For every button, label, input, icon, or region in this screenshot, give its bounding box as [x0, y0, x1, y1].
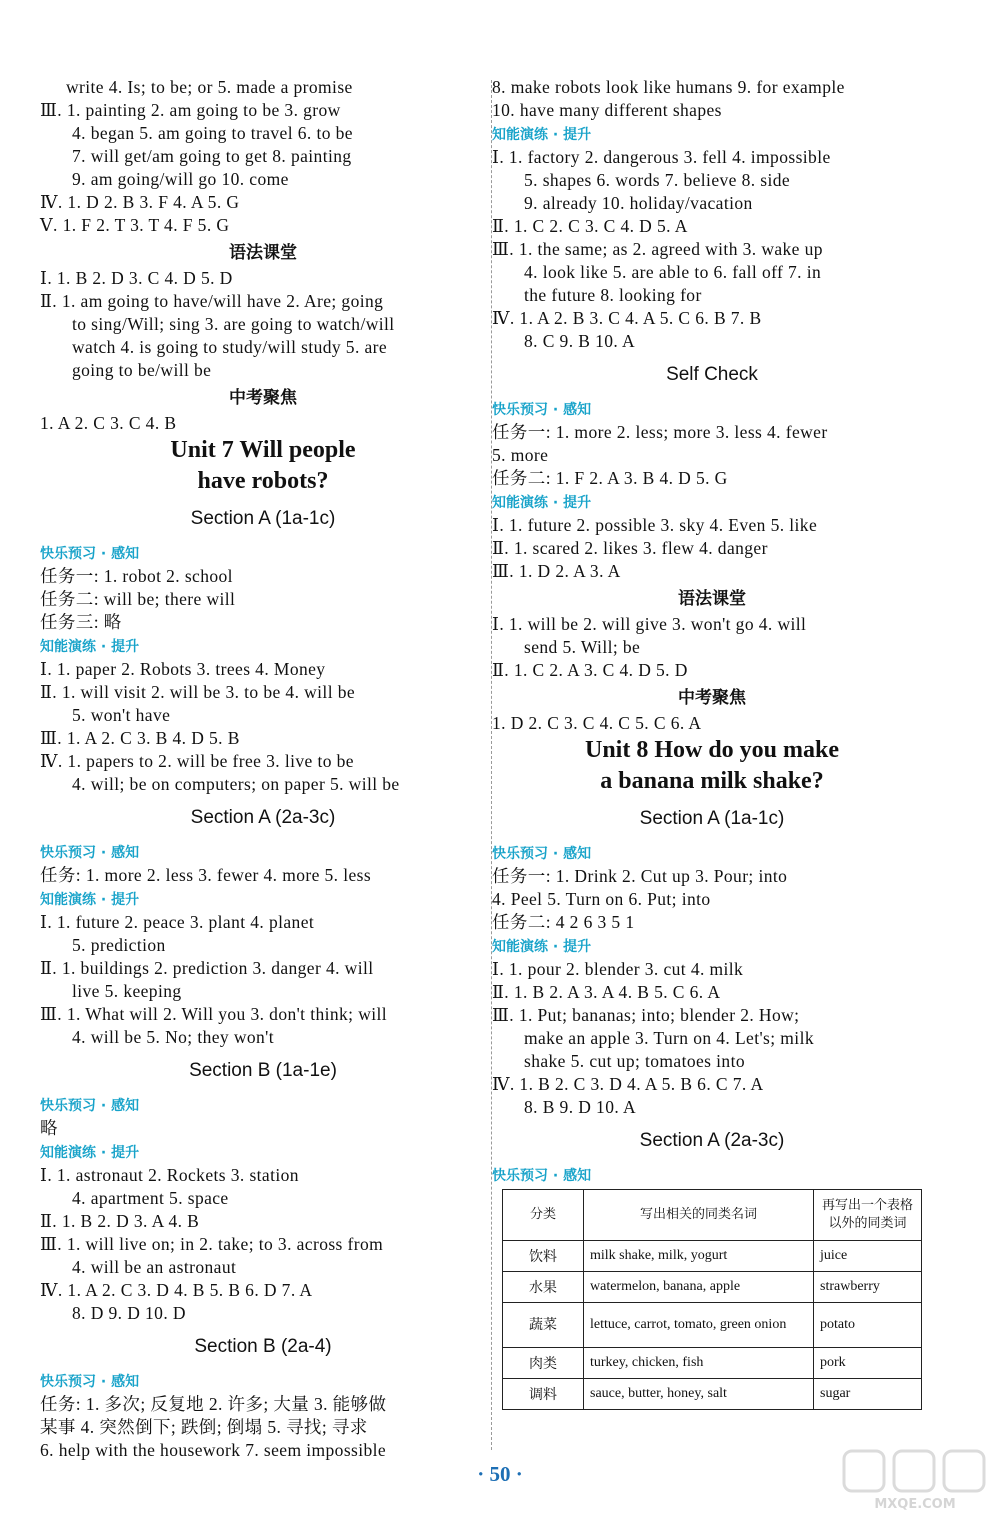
answer-line: Ⅱ. 1. am going to have/will have 2. Are; going — [40, 291, 384, 311]
table-header-cell: 写出相关的同类名词 — [584, 1190, 814, 1241]
answer-line: 5. shapes 6. words 7. believe 8. side — [524, 170, 791, 190]
answer-line: Ⅱ. 1. C 2. A 3. C 4. D 5. D — [492, 660, 688, 680]
preview-label: 快乐预习 · 感知 — [492, 1168, 592, 1184]
answer-line: 任务: 1. more 2. less 3. fewer 4. more 5. less — [40, 865, 372, 885]
answer-line: 1. D 2. C 3. C 4. C 5. C 6. A — [492, 713, 702, 733]
answer-line: 任务二: 4 2 6 3 5 1 — [492, 912, 635, 932]
answer-line: 4. Peel 5. Turn on 6. Put; into — [492, 889, 711, 909]
practice-label: 知能演练 · 提升 — [492, 495, 592, 511]
answer-line: 任务二: 1. F 2. A 3. B 4. D 5. G — [492, 468, 728, 488]
table-cell-extra: sugar — [814, 1379, 922, 1410]
answer-line: 略 — [40, 1118, 58, 1138]
left-column — [40, 76, 486, 1462]
section-heading: Section B (1a-1e) — [189, 1060, 337, 1081]
table-cell-nouns: turkey, chicken, fish — [584, 1348, 814, 1379]
answer-line: 4. will be an astronaut — [72, 1257, 237, 1277]
section-heading: Section A (1a-1c) — [190, 508, 336, 529]
answer-line: 4. began 5. am going to travel 6. to be — [72, 123, 353, 143]
answer-line: 1. A 2. C 3. C 4. B — [40, 413, 177, 433]
unit-7-title: Unit 7 Will people — [170, 437, 356, 463]
table-cell-nouns: lettuce, carrot, tomato, green onion — [584, 1303, 814, 1348]
preview-label: 快乐预习 · 感知 — [492, 402, 592, 418]
practice-label: 知能演练 · 提升 — [40, 639, 140, 655]
answer-line: 7. will get/am going to get 8. painting — [72, 146, 352, 166]
answer-line: Ⅱ. 1. scared 2. likes 3. flew 4. danger — [492, 538, 768, 558]
preview-label: 快乐预习 · 感知 — [40, 546, 140, 562]
answer-line: the future 8. looking for — [524, 285, 702, 305]
answer-line: write 4. Is; to be; or 5. made a promise — [66, 77, 353, 97]
watermark-icon — [840, 1447, 990, 1497]
table-header-cell: 再写出一个表格以外的同类词 — [814, 1190, 922, 1241]
preview-label: 快乐预习 · 感知 — [40, 1098, 140, 1114]
answer-line: 任务三: 略 — [40, 612, 122, 632]
answer-line: going to be/will be — [72, 360, 212, 380]
answer-line: Ⅲ. 1. What will 2. Will you 3. don't think; will — [40, 1004, 388, 1024]
practice-label: 知能演练 · 提升 — [492, 127, 592, 143]
answer-line: 任务: 1. 多次; 反复地 2. 许多; 大量 3. 能够做 — [40, 1394, 387, 1414]
answer-line: 5. more — [492, 445, 549, 465]
answer-line: Ⅲ. 1. D 2. A 3. A — [492, 561, 621, 581]
right-column — [492, 76, 932, 1410]
answer-line: Ⅱ. 1. B 2. D 3. A 4. B — [40, 1211, 200, 1231]
answer-line: 4. apartment 5. space — [72, 1188, 229, 1208]
table-cell-category: 饮料 — [503, 1241, 584, 1272]
answer-line: 任务一: 1. robot 2. school — [40, 566, 233, 586]
answer-line: Ⅲ. 1. Put; bananas; into; blender 2. How; — [492, 1005, 800, 1025]
answer-line: watch 4. is going to study/will study 5. are — [72, 337, 388, 357]
table-cell-extra: strawberry — [814, 1272, 922, 1303]
answer-line: Ⅲ. 1. A 2. C 3. B 4. D 5. B — [40, 728, 240, 748]
answer-line: Ⅰ. 1. B 2. D 3. C 4. D 5. D — [40, 268, 233, 288]
table-row — [503, 1379, 922, 1410]
table-header-cell: 分类 — [503, 1190, 584, 1241]
watermark-text: MXQE.COM — [874, 1497, 956, 1512]
answer-line: Ⅲ. 1. will live on; in 2. take; to 3. across from — [40, 1234, 384, 1254]
answer-line: Ⅰ. 1. astronaut 2. Rockets 3. station — [40, 1165, 299, 1185]
exam-focus-heading: 中考聚焦 — [229, 388, 297, 408]
answer-line: 9. am going/will go 10. come — [72, 169, 289, 189]
preview-label: 快乐预习 · 感知 — [492, 846, 592, 862]
answer-line: 10. have many different shapes — [492, 100, 722, 120]
answer-line: Ⅰ. 1. factory 2. dangerous 3. fell 4. impossible — [492, 147, 831, 167]
table-cell-extra: potato — [814, 1303, 922, 1348]
answer-line: make an apple 3. Turn on 4. Let's; milk — [524, 1028, 814, 1048]
answer-line: Ⅳ. 1. B 2. C 3. D 4. A 5. B 6. C 7. A — [492, 1074, 764, 1094]
food-category-table — [502, 1189, 922, 1410]
preview-label: 快乐预习 · 感知 — [40, 845, 140, 861]
answer-line: 4. will be 5. No; they won't — [72, 1027, 274, 1047]
table-row — [503, 1241, 922, 1272]
answer-line: Ⅱ. 1. will visit 2. will be 3. to be 4. will be — [40, 682, 356, 702]
table-cell-nouns: sauce, butter, honey, salt — [584, 1379, 814, 1410]
table-cell-nouns: watermelon, banana, apple — [584, 1272, 814, 1303]
table-row — [503, 1272, 922, 1303]
answer-line: 5. won't have — [72, 705, 171, 725]
table-cell-nouns: milk shake, milk, yogurt — [584, 1241, 814, 1272]
answer-line: Ⅲ. 1. the same; as 2. agreed with 3. wake up — [492, 239, 823, 259]
unit-8-title: Unit 8 How do you make — [584, 737, 840, 763]
answer-line: 4. look like 5. are able to 6. fall off 7. in — [524, 262, 822, 282]
practice-label: 知能演练 · 提升 — [40, 1145, 140, 1161]
answer-line: Ⅲ. 1. painting 2. am going to be 3. grow — [40, 100, 341, 120]
table-row — [503, 1348, 922, 1379]
section-heading: Section A (2a-3c) — [190, 807, 336, 828]
answer-line: Ⅳ. 1. D 2. B 3. F 4. A 5. G — [40, 192, 240, 212]
answer-line: Ⅱ. 1. buildings 2. prediction 3. danger 4. will — [40, 958, 374, 978]
answer-line: 9. already 10. holiday/vacation — [524, 193, 753, 213]
answer-line: 4. will; be on computers; on paper 5. will be — [72, 774, 400, 794]
table-cell-category: 调料 — [503, 1379, 584, 1410]
grammar-heading: 语法课堂 — [229, 243, 297, 263]
table-cell-category: 水果 — [503, 1272, 584, 1303]
answer-line: Ⅳ. 1. A 2. C 3. D 4. B 5. B 6. D 7. A — [40, 1280, 313, 1300]
page-number: · 50 · — [477, 1462, 523, 1486]
section-heading: Section A (1a-1c) — [639, 808, 785, 829]
answer-line: shake 5. cut up; tomatoes into — [524, 1051, 745, 1071]
section-heading: Section B (2a-4) — [194, 1336, 332, 1357]
answer-line: Ⅰ. 1. paper 2. Robots 3. trees 4. Money — [40, 659, 326, 679]
table-cell-category: 肉类 — [503, 1348, 584, 1379]
section-heading: Section A (2a-3c) — [639, 1130, 785, 1151]
grammar-heading: 语法课堂 — [678, 589, 746, 609]
answer-line: Ⅴ. 1. F 2. T 3. T 4. F 5. G — [40, 215, 230, 235]
answer-line: 任务一: 1. Drink 2. Cut up 3. Pour; into — [492, 866, 788, 886]
table-cell-extra: pork — [814, 1348, 922, 1379]
answer-line: 5. prediction — [72, 935, 166, 955]
answer-line: 任务二: will be; there will — [40, 589, 236, 609]
answer-line: Ⅰ. 1. future 2. possible 3. sky 4. Even 5. like — [492, 515, 818, 535]
answer-line: Ⅰ. 1. will be 2. will give 3. won't go 4. will — [492, 614, 807, 634]
answer-line: Ⅰ. 1. future 2. peace 3. plant 4. planet — [40, 912, 315, 932]
table-header-row — [503, 1190, 922, 1241]
answer-line: 某事 4. 突然倒下; 跌倒; 倒塌 5. 寻找; 寻求 — [40, 1417, 368, 1437]
watermark-logo — [840, 1447, 990, 1521]
table-cell-category: 蔬菜 — [503, 1303, 584, 1348]
answer-line: 8. C 9. B 10. A — [524, 331, 636, 351]
answer-line: send 5. Will; be — [524, 637, 641, 657]
answer-line: to sing/Will; sing 3. are going to watch/will — [72, 314, 395, 334]
unit-8-title-cont: a banana milk shake? — [600, 768, 824, 794]
answer-line: 8. B 9. D 10. A — [524, 1097, 636, 1117]
self-check-heading: Self Check — [666, 364, 758, 385]
table-row — [503, 1303, 922, 1348]
answer-line: Ⅱ. 1. B 2. A 3. A 4. B 5. C 6. A — [492, 982, 721, 1002]
practice-label: 知能演练 · 提升 — [492, 939, 592, 955]
preview-label: 快乐预习 · 感知 — [40, 1374, 140, 1390]
answer-line: Ⅳ. 1. A 2. B 3. C 4. A 5. C 6. B 7. B — [492, 308, 762, 328]
practice-label: 知能演练 · 提升 — [40, 892, 140, 908]
answer-line: 8. make robots look like humans 9. for example — [492, 77, 845, 97]
exam-focus-heading: 中考聚焦 — [678, 688, 746, 708]
unit-7-title-cont: have robots? — [197, 468, 329, 494]
table-cell-extra: juice — [814, 1241, 922, 1272]
answer-line: 任务一: 1. more 2. less; more 3. less 4. fewer — [492, 422, 828, 442]
answer-line: Ⅰ. 1. pour 2. blender 3. cut 4. milk — [492, 959, 744, 979]
answer-line: Ⅳ. 1. papers to 2. will be free 3. live to be — [40, 751, 354, 771]
answer-line: Ⅱ. 1. C 2. C 3. C 4. D 5. A — [492, 216, 688, 236]
answer-line: live 5. keeping — [72, 981, 182, 1001]
answer-line: 8. D 9. D 10. D — [72, 1303, 186, 1323]
answer-line: 6. help with the housework 7. seem impossible — [40, 1440, 387, 1460]
